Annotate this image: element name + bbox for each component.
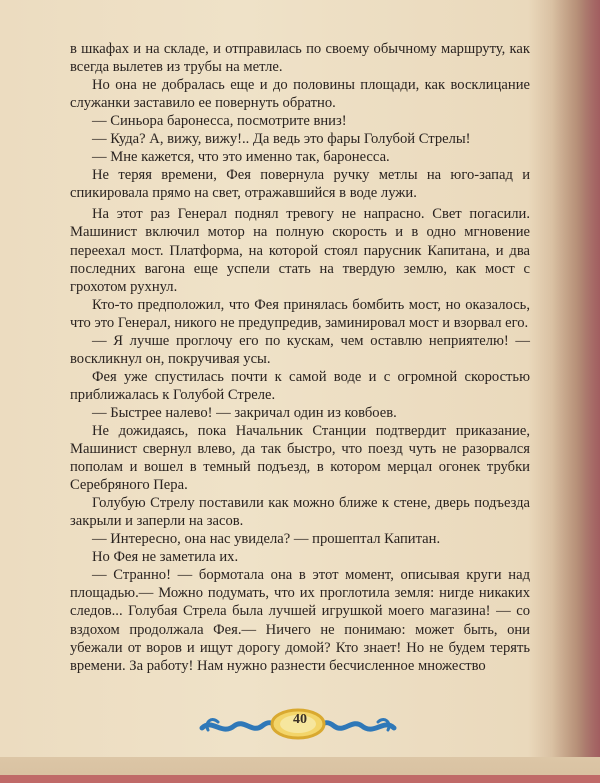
paragraph: Но она не добралась еще и до половины площади, как восклицание служанки заставило ее повернуть обратно.	[70, 77, 530, 112]
cover-edge	[0, 775, 600, 783]
paragraph: — Мне кажется, что это именно так, баронесса.	[92, 149, 390, 166]
paragraph: Кто-то предположил, что Фея принялась бомбить мост, но оказалось, что это Генерал, никого не предупредив, заминировал мост и взорвал его.	[70, 296, 530, 331]
page-edge-shadow	[552, 0, 600, 783]
paragraph: — Куда? А, вижу, вижу!.. Да ведь это фары Голубой Стрелы!	[92, 131, 471, 148]
paragraph: — Синьора баронесса, посмотрите вниз!	[92, 113, 347, 130]
paragraph: — Я лучше проглочу его по кускам, чем оставлю неприятелю! — воскликнул он, покручивая усы.	[70, 332, 530, 367]
paragraph: — Быстрее налево! — закричал один из ковбоев.	[92, 404, 397, 421]
paragraph: Фея уже спустилась почти к самой воде и с огромной скоростью приближалась к Голубой Стреле.	[70, 368, 530, 403]
paragraph: Не дожидаясь, пока Начальник Станции подтвердит приказание, Машинист свернул влево, да так быстро, что поезд чуть не разорвался пополам и вошел в темный подъезд, в котором мерцал огонек трубки Серебряного Пера.	[70, 422, 530, 494]
paragraph: — Странно! — бормотала она в этот момент, описывая круги над площадью.— Можно подумать, что их проглотила земля: нигде никаких следов... Голубая Стрела была лучшей игрушкой моего магазина! — со вздохом продолжала Фея.— Ничего не понимаю: может быть, они убежали от воров и ищут дорогу домой? Кто знает! Но не будем терять времени. За работу! Нам нужно разнести бесчисленное множество	[70, 567, 530, 674]
ornament-right-swirl	[320, 723, 394, 730]
paragraph: в шкафах и на складе, и отправилась по своему обычному маршруту, как всегда вылетев из трубы на метле.	[70, 41, 530, 76]
paragraph: Но Фея не заметила их.	[92, 549, 239, 566]
paragraph: Не теряя времени, Фея повернула ручку метлы на юго-запад и спикировала прямо на свет, отражавшийся в воде лужи.	[70, 167, 530, 202]
page-number: 40	[293, 712, 307, 727]
paragraph: — Интересно, она нас увидела? — прошептал Капитан.	[92, 531, 441, 548]
paragraph: На этот раз Генерал поднял тревогу не напрасно. Свет погасили. Машинист включил мотор на полную скорость и в одно мгновение переехал мост. Платформа, на которой стоял парусник Капитана, и два последних вагона еще успели стать на твердую землю, как мост с грохотом рухнул.	[70, 206, 530, 295]
paragraph: Голубую Стрелу поставили как можно ближе к стене, дверь подъезда закрыли и заперли на засов.	[70, 495, 530, 530]
ornament-left-swirl	[202, 723, 276, 730]
body-text	[70, 40, 530, 675]
